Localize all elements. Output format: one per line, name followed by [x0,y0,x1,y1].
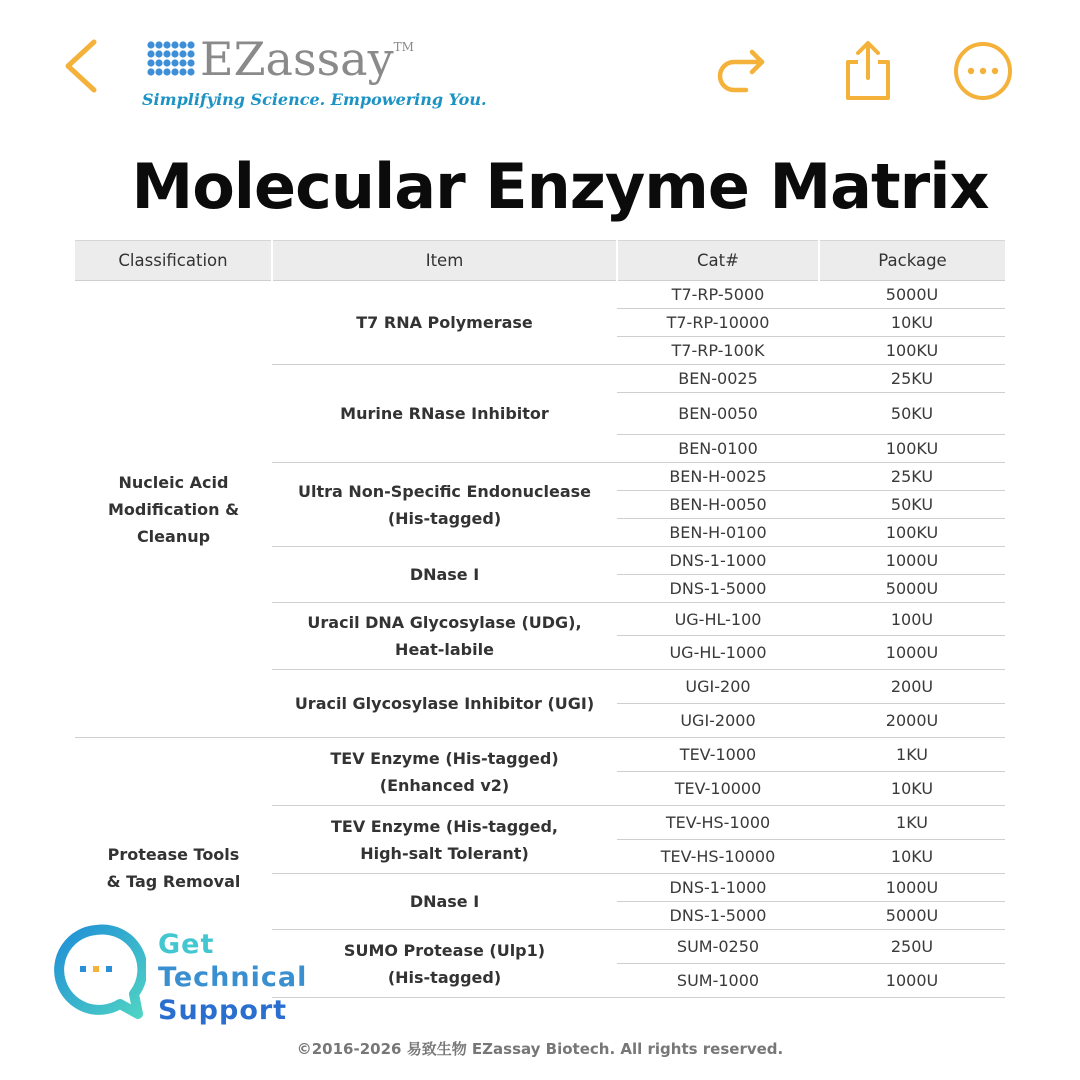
table-header-row [75,241,1005,281]
cat-cell: UGI-200 [617,670,819,704]
cat-cell: DNS-1-5000 [617,575,819,603]
table-row [75,738,1005,772]
cat-cell: TEV-1000 [617,738,819,772]
chevron-left-icon [58,36,108,96]
item-cell: TEV Enzyme (His-tagged) (Enhanced v2) [272,738,617,806]
cat-cell: UGI-2000 [617,704,819,738]
package-cell: 1KU [819,806,1005,840]
package-cell: 1000U [819,547,1005,575]
back-button[interactable] [58,36,108,96]
cat-cell: BEN-0100 [617,435,819,463]
package-cell: 10KU [819,772,1005,806]
logo-tagline: Simplifying Science. Empowering You. [142,90,487,109]
chat-bubble-icon [50,924,146,1020]
item-cell: TEV Enzyme (His-tagged, High-salt Tolerant) [272,806,617,874]
header-item: Item [272,241,617,281]
package-cell: 2000U [819,704,1005,738]
cat-cell: TEV-10000 [617,772,819,806]
technical-support-button[interactable] [50,924,310,1024]
cat-cell: DNS-1-1000 [617,547,819,575]
package-cell: 250U [819,930,1005,964]
cat-cell: BEN-H-0050 [617,491,819,519]
item-cell: DNase I [272,874,617,930]
cat-cell: T7-RP-100K [617,337,819,365]
cat-cell: UG-HL-100 [617,603,819,636]
logo-wordmark: EZassay™ [200,32,414,86]
support-line-2: Technical [158,962,308,993]
item-cell: T7 RNA Polymerase [272,281,617,365]
redo-arrow-icon [712,40,772,100]
logo-grid-icon [146,40,198,78]
package-cell: 10KU [819,309,1005,337]
cat-cell: UG-HL-1000 [617,636,819,670]
package-cell: 1KU [819,738,1005,772]
item-cell: Ultra Non-Specific Endonuclease (His-tagged) [272,463,617,547]
more-dots-icon [952,40,1014,102]
item-cell: Uracil DNA Glycosylase (UDG), Heat-labile [272,603,617,670]
cat-cell: SUM-1000 [617,964,819,998]
header-classification: Classification [75,241,272,281]
header-package: Package [819,241,1005,281]
support-line-3: Support [158,995,288,1026]
cat-cell: T7-RP-5000 [617,281,819,309]
cat-cell: BEN-H-0025 [617,463,819,491]
package-cell: 10KU [819,840,1005,874]
cat-cell: BEN-0050 [617,393,819,435]
page-title: Molecular Enzyme Matrix [131,150,989,223]
copyright-footer: ©2016-2026 易致生物 EZassay Biotech. All rights reserved. [296,1040,784,1058]
package-cell: 100U [819,603,1005,636]
package-cell: 1000U [819,636,1005,670]
share-button[interactable] [838,38,898,98]
package-cell: 25KU [819,365,1005,393]
cat-cell: DNS-1-1000 [617,874,819,902]
item-cell: DNase I [272,547,617,603]
package-cell: 200U [819,670,1005,704]
redo-button[interactable] [712,40,772,100]
enzyme-table [75,240,1005,998]
package-cell: 50KU [819,393,1005,435]
share-icon [838,38,898,102]
support-line-1: Get [158,929,215,960]
item-cell: Murine RNase Inhibitor [272,365,617,463]
cat-cell: T7-RP-10000 [617,309,819,337]
cat-cell: SUM-0250 [617,930,819,964]
package-cell: 100KU [819,519,1005,547]
package-cell: 5000U [819,902,1005,930]
package-cell: 5000U [819,575,1005,603]
package-cell: 100KU [819,337,1005,365]
cat-cell: TEV-HS-10000 [617,840,819,874]
logo-trademark: TM [393,40,414,54]
top-bar [0,0,1080,140]
brand-logo [140,32,487,120]
cat-cell: BEN-0025 [617,365,819,393]
cat-cell: DNS-1-5000 [617,902,819,930]
item-cell: Uracil Glycosylase Inhibitor (UGI) [272,670,617,738]
package-cell: 50KU [819,491,1005,519]
package-cell: 25KU [819,463,1005,491]
classification-cell: Nucleic Acid Modification & Cleanup [75,281,272,738]
package-cell: 100KU [819,435,1005,463]
classification-cell: Protease Tools & Tag Removal [106,844,241,891]
package-cell: 5000U [819,281,1005,309]
cat-cell: TEV-HS-1000 [617,806,819,840]
support-label [158,928,307,1027]
table-row [75,281,1005,309]
package-cell: 1000U [819,964,1005,998]
header-cat: Cat# [617,241,819,281]
more-button[interactable] [952,40,1012,100]
item-cell: SUMO Protease (Ulp1) (His-tagged) [272,930,617,998]
cat-cell: BEN-H-0100 [617,519,819,547]
package-cell: 1000U [819,874,1005,902]
